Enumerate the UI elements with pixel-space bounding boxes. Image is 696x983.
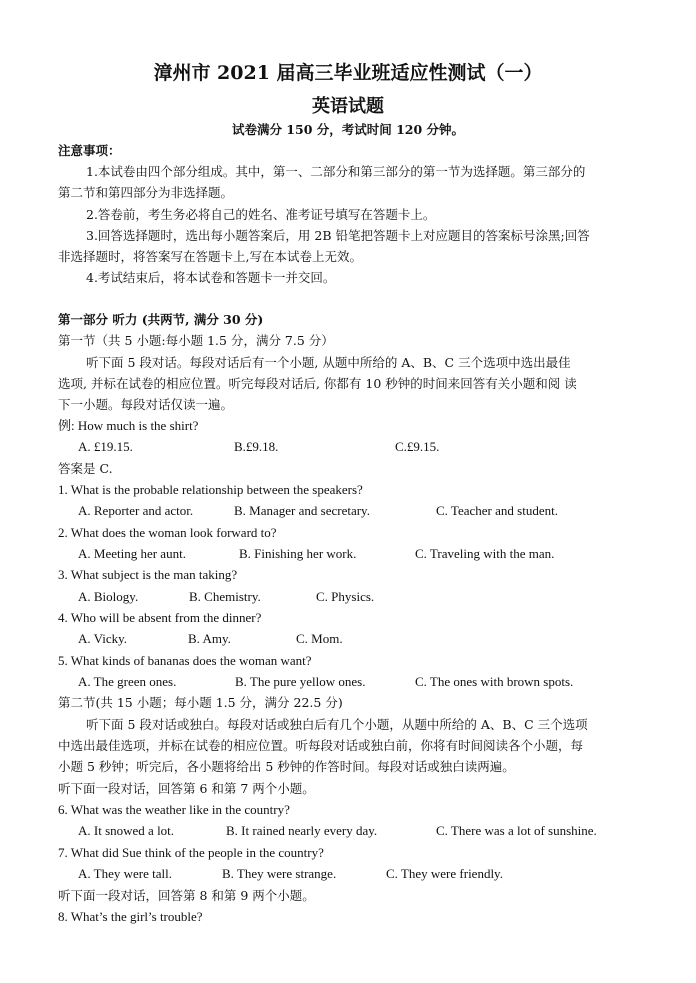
- q2-option-a: A. Meeting her aunt.: [78, 546, 186, 561]
- question-2: 2. What does the woman look forward to?: [58, 525, 277, 540]
- question-3: 3. What subject is the man taking?: [58, 567, 238, 582]
- example-option-c: C.£9.15.: [395, 439, 440, 454]
- section2-heading: 第二节(共 15 小题；每小题 1.5 分，满分 22.5 分): [58, 695, 343, 710]
- example-option-b: B.£9.18.: [234, 439, 279, 454]
- q7-option-b: B. They were strange.: [222, 866, 337, 881]
- example-answer: 答案是 C.: [58, 461, 113, 476]
- section1-instructions: 听下面 5 段对话。每段对话后有一个小题, 从题中所给的 A、B、C 三个选项中选出最佳: [86, 355, 571, 370]
- question-5: 5. What kinds of bananas does the woman want?: [58, 653, 312, 668]
- q5-option-c: C. The ones with brown spots.: [415, 674, 574, 689]
- part1-heading: 第一部分 听力 (共两节, 满分 30 分): [58, 312, 264, 327]
- q6-option-a: A. It snowed a lot.: [78, 823, 175, 838]
- q2-option-b: B. Finishing her work.: [239, 546, 357, 561]
- q3-option-a: A. Biology.: [78, 589, 139, 604]
- question-6: 6. What was the weather like in the country?: [58, 802, 290, 817]
- section1-instructions-cont: 选项, 并标在试卷的相应位置。听完每段对话后, 你都有 10 秒钟的时间来回答有关小题和阅 读: [58, 376, 577, 391]
- section1-instructions-cont2: 下一小题。每段对话仅读一遍。: [58, 397, 234, 412]
- q3-option-c: C. Physics.: [316, 589, 375, 604]
- q6-option-c: C. There was a lot of sunshine.: [436, 823, 597, 838]
- q1-option-c: C. Teacher and student.: [436, 503, 558, 518]
- q4-option-c: C. Mom.: [296, 631, 343, 646]
- q6-option-b: B. It rained nearly every day.: [226, 823, 378, 838]
- section2-instructions: 听下面 5 段对话或独白。每段对话或独白后有几个小题，从题中所给的 A、B、C 三个选项: [86, 717, 588, 732]
- note-item-1-cont: 第二节和第四部分为非选择题。: [58, 185, 234, 200]
- exam-subject: 英语试题: [312, 96, 384, 117]
- question-8: 8. What’s the girl’s trouble?: [58, 909, 203, 924]
- q7-option-c: C. They were friendly.: [386, 866, 503, 881]
- notes-heading: 注意事项：: [58, 143, 121, 158]
- note-item-2: 2.答卷前，考生务必将自己的姓名、准考证号填写在答题卡上。: [86, 207, 436, 222]
- q1-option-b: B. Manager and secretary.: [234, 503, 370, 518]
- question-4: 4. Who will be absent from the dinner?: [58, 610, 262, 625]
- q3-option-b: B. Chemistry.: [189, 589, 261, 604]
- dialog-intro-8-9: 听下面一段对话，回答第 8 和第 9 两个小题。: [58, 888, 315, 903]
- section2-instructions-cont2: 小题 5 秒钟；听完后，各小题将给出 5 秒钟的作答时间。每段对话或独白读两遍。: [58, 759, 515, 774]
- example-option-a: A. £19.15.: [78, 439, 133, 454]
- q1-option-a: A. Reporter and actor.: [78, 503, 194, 518]
- example-question: 例: How much is the shirt?: [58, 418, 199, 433]
- note-item-1: 1.本试卷由四个部分组成。其中，第一、二部分和第三部分的第一节为选择题。第三部分的: [86, 164, 586, 179]
- note-item-3: 3.回答选择题时，选出每小题答案后，用 2B 铅笔把答题卡上对应题目的答案标号涂黑;回答: [86, 228, 590, 243]
- q5-option-b: B. The pure yellow ones.: [235, 674, 366, 689]
- q4-option-a: A. Vicky.: [78, 631, 128, 646]
- question-1: 1. What is the probable relationship between the speakers?: [58, 482, 363, 497]
- q7-option-a: A. They were tall.: [78, 866, 172, 881]
- exam-info: 试卷满分 150 分，考试时间 120 分钟。: [231, 122, 465, 137]
- section1-heading: 第一节（共 5 小题:每小题 1.5 分，满分 7.5 分）: [58, 333, 334, 348]
- q5-option-a: A. The green ones.: [78, 674, 177, 689]
- note-item-3-cont: 非选择题时，将答案写在答题卡上,写在本试卷上无效。: [58, 249, 362, 264]
- note-item-4: 4.考试结束后，将本试卷和答题卡一并交回。: [86, 270, 336, 285]
- section2-instructions-cont: 中选出最佳选项，并标在试卷的相应位置。听每段对话或独白前，你将有时间阅读各个小题，每: [58, 738, 584, 753]
- question-7: 7. What did Sue think of the people in the country?: [58, 845, 324, 860]
- exam-title: 漳州市 2021 届高三毕业班适应性测试（一）: [153, 62, 543, 84]
- q4-option-b: B. Amy.: [188, 631, 231, 646]
- dialog-intro-6-7: 听下面一段对话，回答第 6 和第 7 两个小题。: [58, 781, 315, 796]
- q2-option-c: C. Traveling with the man.: [415, 546, 555, 561]
